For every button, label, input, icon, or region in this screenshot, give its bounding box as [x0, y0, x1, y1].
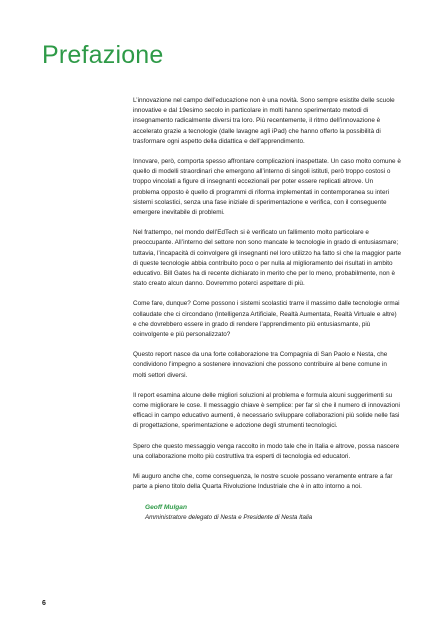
paragraph: L’innovazione nel campo dell’educazione non è una novità. Sono sempre esistite delle scuole innovative e dal 19esimo secolo in particolare in molti hanno sperimentato metodi di insegnamento radicalmente diversi tra loro. Più recentemente, il ritmo dell’innovazione è accelerato grazie a tecnologie (dalle lavagne agli iPad) che hanno offerto la possibilità di trasformare ogni aspetto della didattica e dell’apprendimento.	[133, 97, 395, 145]
signature-block	[133, 503, 401, 523]
page-number: 6	[42, 600, 46, 607]
paragraph: Spero che questo messaggio venga raccolto in modo tale che in Italia e altrove, possa nascere una collaborazione molto più costruttiva tra esperti di tecnologia ed educatori.	[133, 442, 400, 460]
page-title: Prefazione	[42, 41, 164, 69]
paragraph: Nel frattempo, nel mondo dell’EdTech si è verificato un fallimento molto particolare e preoccupante. All’interno del settore non sono mancate le tecnologie in grado di entusiasmare; tuttavia, l’incapacità di coinvolgere gli insegnanti nel loro utilizzo ha fatto sì che la maggior parte di queste tecnologie abbia contribuito poco o per nulla al miglioramento dei risultati in ambito educativo. Bill Gates ha di recente dichiarato in merito che per lo meno, probabilmente, non è stato creato alcun danno. Dovremmo poterci aspettare di più.	[133, 229, 401, 288]
signature-name: Geoff Mulgan	[145, 503, 188, 511]
paragraph: Come fare, dunque? Come possono i sistemi scolastici trarre il massimo dalle tecnologie ormai collaudate che ci circondano (Intelligenza Artificiale, Realtà Aumentata, Realtà Virtuale e altre) e che dovrebbero essere in grado di rendere l’apprendimento più entusiasmante, più coinvolgente e più personalizzato?	[133, 300, 400, 339]
paragraph: Innovare, però, comporta spesso affrontare complicazioni inaspettate. Un caso molto comune è quello di modelli straordinari che emergono all’interno di singoli istituti, però troppo costosi o troppo vincolati a figure di insegnanti eccezionali per poter essere replicati altrove. Un problema opposto è quello di programmi di riforma implementati in contemporanea su interi sistemi scolastici, senza una fase iniziale di sperimentazione e verifica, con il conseguente emergere inevitabile di problemi.	[133, 158, 401, 217]
signature-role: Amministratore delegato di Nesta e Presidente di Nesta Italia	[145, 513, 313, 521]
paragraph: Questo report nasce da una forte collaborazione tra Compagnia di San Paolo e Nesta, che condividono l’impegno a sostenere innovazioni che possono contribuire al bene comune in molti settori diversi.	[133, 351, 388, 379]
body-text	[133, 96, 401, 523]
paragraph: Mi auguro anche che, come conseguenza, le nostre scuole possano veramente entrare a far parte a pieno titolo della Quarta Rivoluzione Industriale che è in atto intorno a noi.	[133, 473, 393, 491]
paragraph: Il report esamina alcune delle migliori soluzioni al problema e formula alcuni suggerimenti su come migliorare le cose. Il messaggio chiave è semplice: per far sì che il numero di innovazioni efficaci in campo educativo aumenti, è necessario sviluppare collaborazioni più solide nelle fasi di progettazione, sperimentazione e adozione degli strumenti tecnologici.	[133, 391, 400, 430]
